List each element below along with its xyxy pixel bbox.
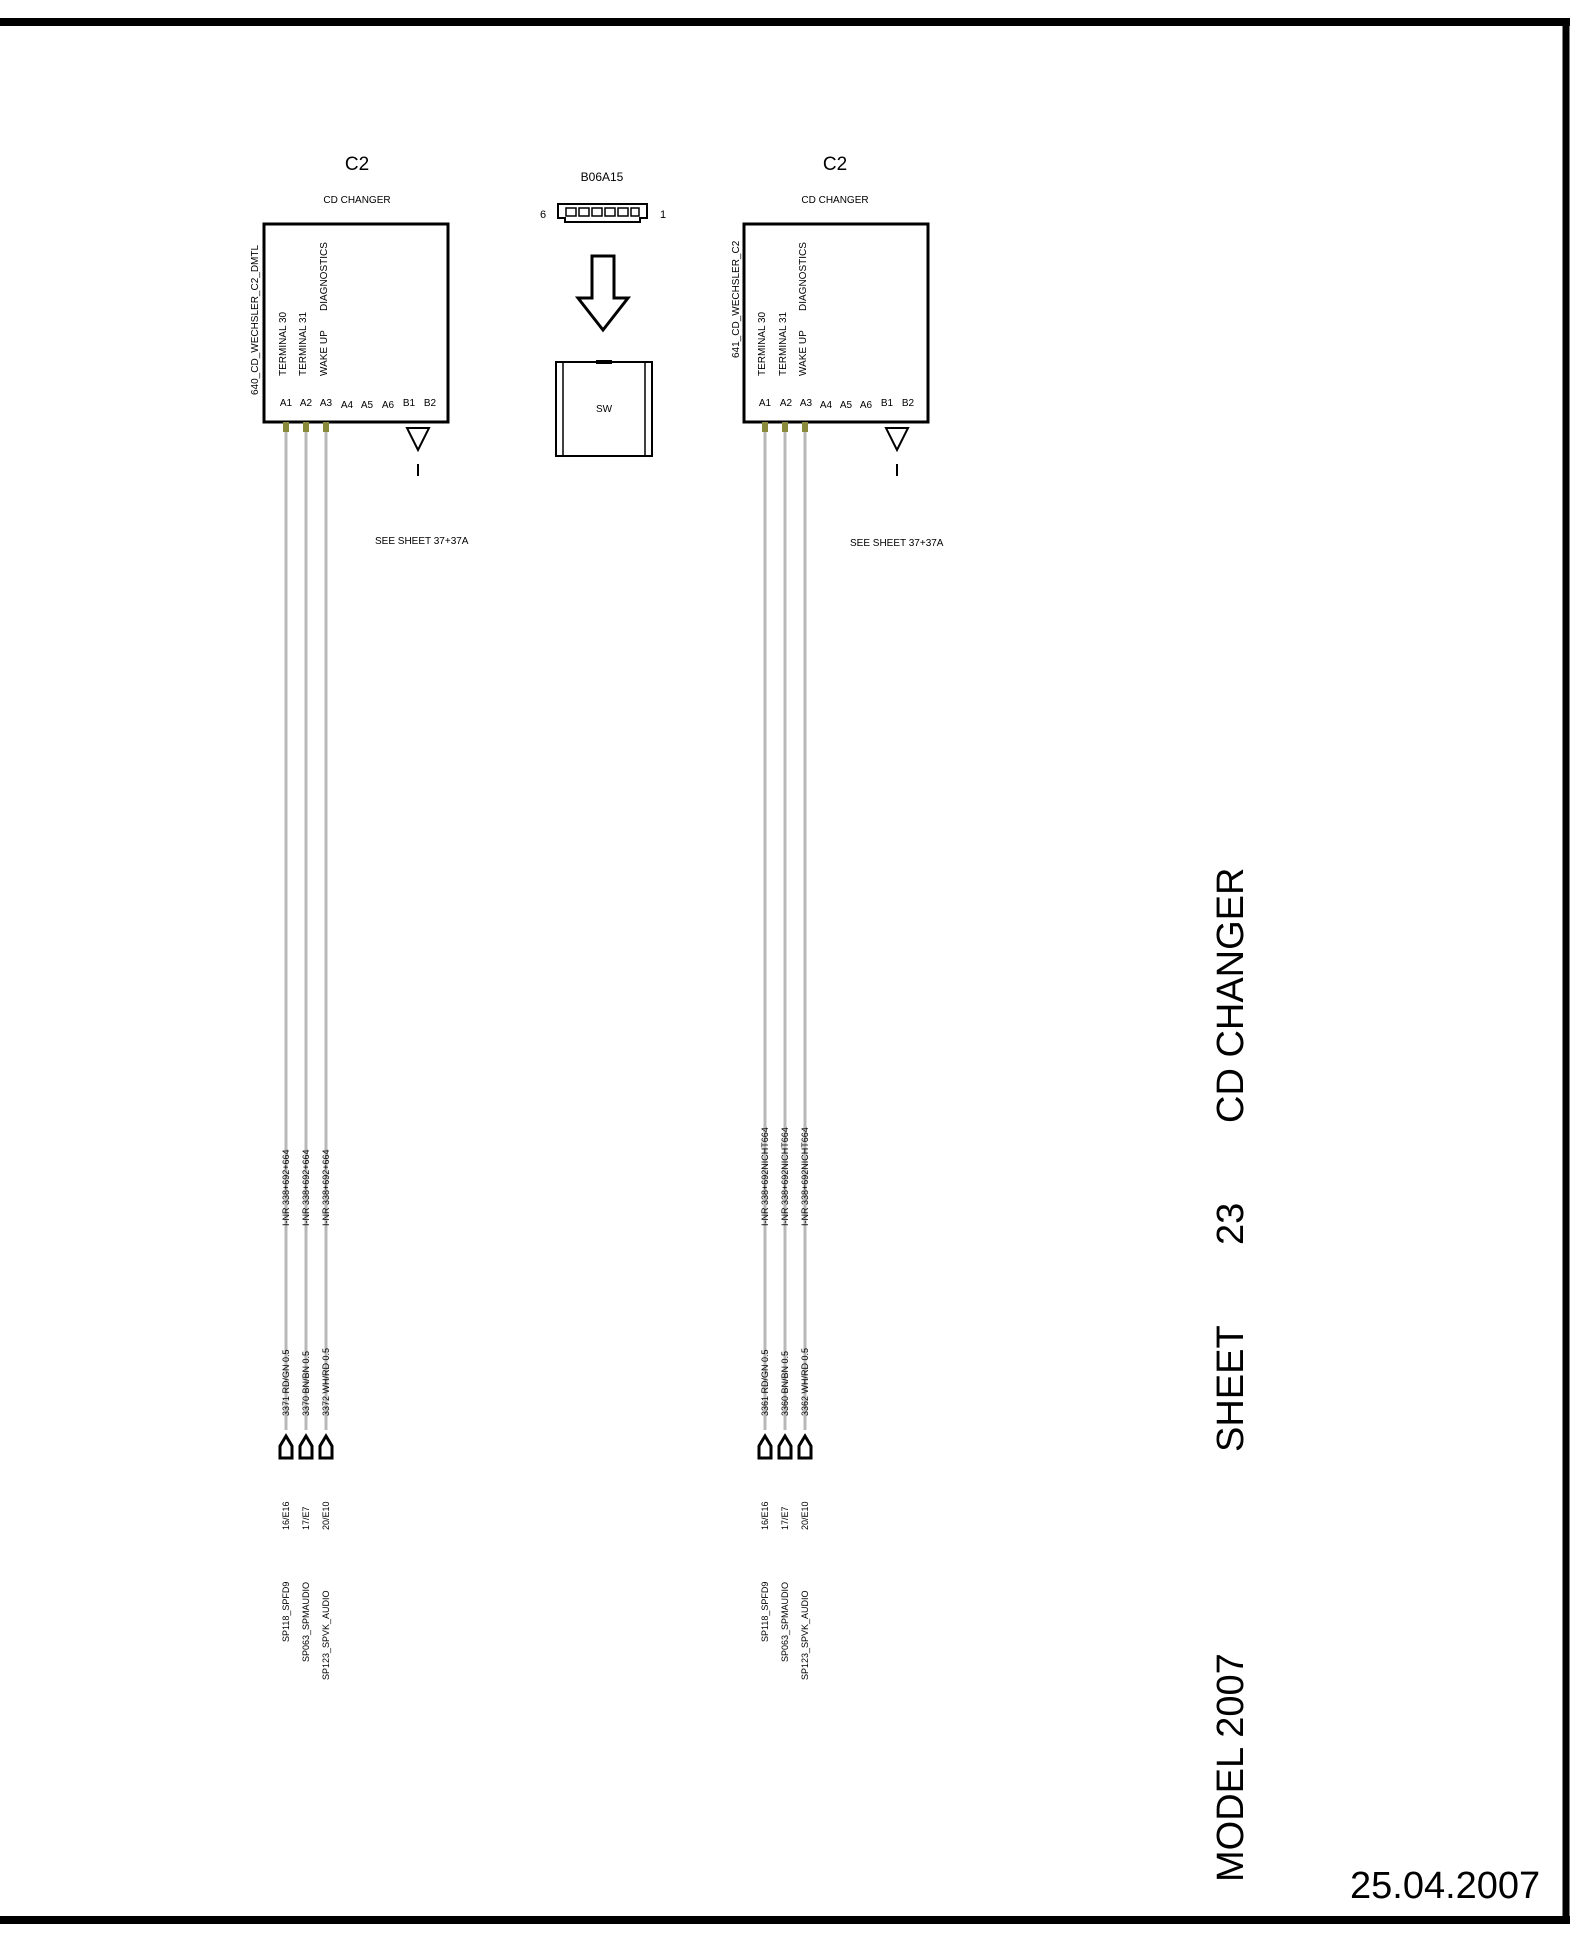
sheet-title: CD CHANGER [1210, 867, 1252, 1123]
pin-label: A2 [299, 398, 313, 409]
pin-label: A4 [340, 400, 354, 411]
pin-label: B1 [880, 398, 894, 409]
wire-ref: 20/E10 [321, 1501, 331, 1530]
pin-terminal [283, 422, 289, 432]
connector-view-b06a15 [540, 170, 666, 456]
connector-plug-icon [558, 204, 647, 222]
splice-terminal-icon [759, 1436, 771, 1458]
wire-spec: 3372 WH/RD 0.5 [321, 1347, 331, 1416]
model-year: MODEL 2007 [1210, 1653, 1252, 1882]
function-label: TERMINAL 31 [298, 311, 309, 376]
wire-ref: 17/E7 [780, 1506, 790, 1530]
wire-option-code: I-NR 338+692+664 [301, 1149, 311, 1226]
pin-terminal [762, 422, 768, 432]
see-sheet-note: SEE SHEET 37+37A [850, 538, 944, 549]
wire-option-code: I-NR 338+692NICHT664 [760, 1127, 770, 1226]
splice-label: SP123_SPVK_AUDIO [321, 1590, 331, 1680]
component-title: C2 [344, 154, 370, 175]
wire-ref: 16/E16 [281, 1501, 291, 1530]
sheet-label: SHEET [1210, 1325, 1252, 1452]
wire-spec: 3371 RD/GN 0.5 [281, 1349, 291, 1416]
pin-label: A1 [279, 398, 293, 409]
pin-label: A2 [779, 398, 793, 409]
component-title: C2 [822, 154, 848, 175]
pin-label: A5 [360, 400, 374, 411]
pin-label: A6 [859, 400, 873, 411]
pin-label: A1 [758, 398, 772, 409]
splice-terminal-icon [320, 1436, 332, 1458]
wire-spec: 3360 BN/BN 0.5 [780, 1350, 790, 1416]
component-c2-dmtl [250, 154, 469, 1680]
function-label: DIAGNOSTICS [319, 242, 330, 311]
wire-ref: 20/E10 [800, 1501, 810, 1530]
pin-label: B1 [402, 398, 416, 409]
pin-terminal [323, 422, 329, 432]
wire-spec: 3362 WH/RD 0.5 [800, 1347, 810, 1416]
function-label: TERMINAL 30 [278, 311, 289, 376]
component-subtitle: CD CHANGER [323, 195, 391, 206]
function-label: DIAGNOSTICS [798, 242, 809, 311]
splice-label: SP118_SPFD9 [760, 1581, 770, 1642]
wire-option-code: I-NR 338+692NICHT664 [780, 1127, 790, 1226]
pin-label: A6 [381, 400, 395, 411]
housing-label: SW [595, 404, 613, 415]
pin-label: A3 [799, 398, 813, 409]
splice-label: SP063_SPMAUDIO [780, 1581, 790, 1662]
component-id: 641_CD_WECHSLER_C2 [731, 240, 742, 358]
wire-group [765, 432, 805, 1430]
pin-label: A3 [319, 398, 333, 409]
splice-terminal-icon [300, 1436, 312, 1458]
function-label: WAKE UP [319, 330, 330, 376]
function-label: TERMINAL 31 [778, 311, 789, 376]
pin-terminal [802, 422, 808, 432]
pin-label: B2 [423, 398, 437, 409]
splice-label: SP123_SPVK_AUDIO [800, 1590, 810, 1680]
splice-terminal-icon [779, 1436, 791, 1458]
component-box [744, 224, 928, 422]
wire-ref: 16/E16 [760, 1501, 770, 1530]
connector-label: B06A15 [580, 170, 624, 184]
down-arrow-icon [578, 256, 628, 330]
splice-terminal-icon [280, 1436, 292, 1458]
wire-option-code: I-NR 338+692+664 [321, 1149, 331, 1226]
wire-spec: 3370 BN/BN 0.5 [301, 1350, 311, 1416]
pin-terminal [303, 422, 309, 432]
component-id: 640_CD_WECHSLER_C2_DMTL [250, 244, 261, 395]
splice-label: SP063_SPMAUDIO [301, 1581, 311, 1662]
wire-spec: 3361 RD/GN 0.5 [760, 1349, 770, 1416]
function-label: WAKE UP [798, 330, 809, 376]
wire-option-code: I-NR 338+692NICHT664 [800, 1127, 810, 1226]
ground-icon [886, 428, 908, 450]
connector-housing [556, 362, 652, 456]
pin-label: B2 [901, 398, 915, 409]
connector-pin-right: 1 [659, 209, 667, 221]
title-block [1210, 868, 1540, 1907]
pin-terminal [782, 422, 788, 432]
sheet-number: 23 [1210, 1202, 1252, 1245]
component-box [264, 224, 448, 422]
see-sheet-note: SEE SHEET 37+37A [375, 536, 469, 547]
function-label: TERMINAL 30 [757, 311, 768, 376]
pin-label: A5 [839, 400, 853, 411]
sheet-date: 25.04.2007 [1350, 1865, 1541, 1907]
component-c2 [731, 154, 944, 1680]
splice-terminal-icon [799, 1436, 811, 1458]
splice-label: SP118_SPFD9 [281, 1581, 291, 1642]
component-subtitle: CD CHANGER [801, 195, 869, 206]
wire-option-code: I-NR 338+692+664 [281, 1149, 291, 1226]
wire-ref: 17/E7 [301, 1506, 311, 1530]
pin-label: A4 [819, 400, 833, 411]
connector-pin-left: 6 [539, 209, 547, 221]
ground-icon [407, 428, 429, 450]
wire-group [286, 432, 326, 1430]
